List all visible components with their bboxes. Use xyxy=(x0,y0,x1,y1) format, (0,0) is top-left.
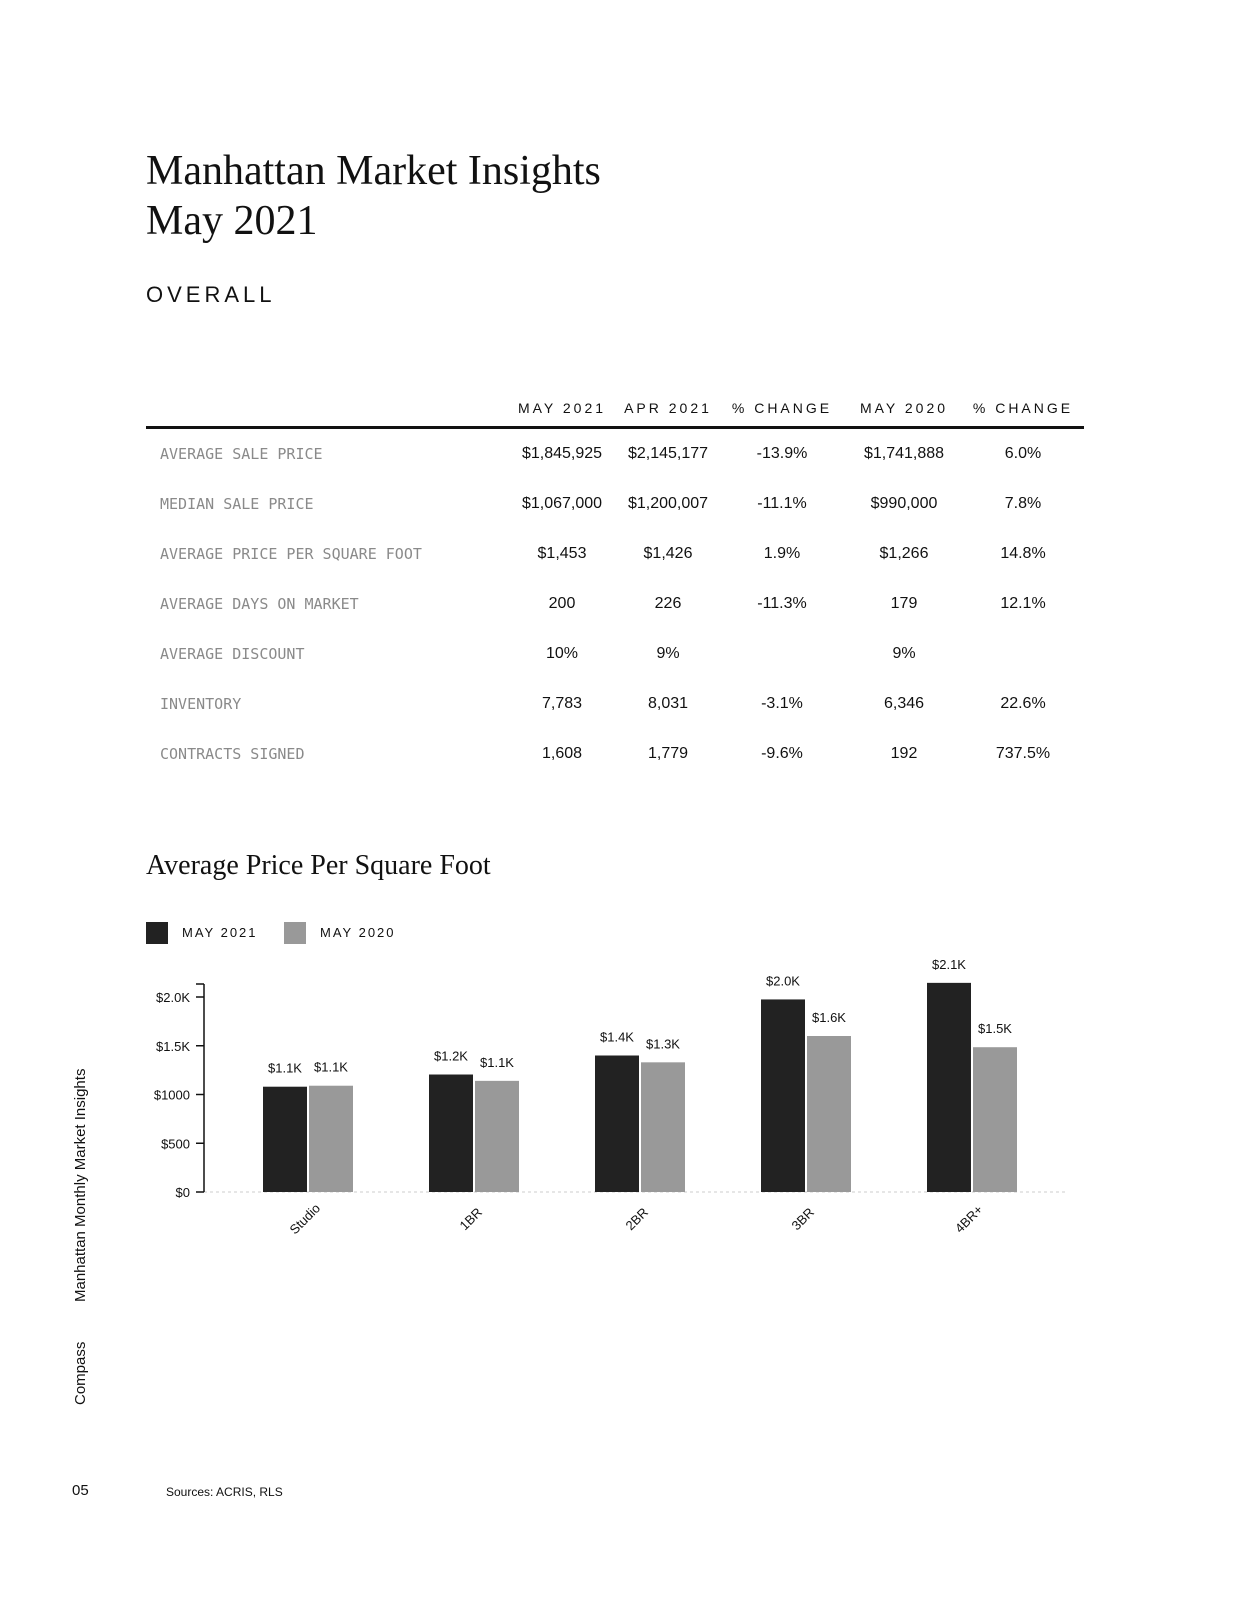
data-label: $1.2K xyxy=(434,1048,468,1064)
bar xyxy=(595,1056,639,1193)
change-monthly-cell: 1.9% xyxy=(763,545,801,562)
y-tick-label: $0 xyxy=(175,1185,190,1200)
side-publication-label: Manhattan Monthly Market Insights xyxy=(72,1068,89,1302)
change-yearly-cell: 737.5% xyxy=(995,745,1051,762)
x-tick-label: 1BR xyxy=(456,1204,486,1234)
may-2021-cell: 7,783 xyxy=(541,695,583,712)
y-tick-label: $1.5K xyxy=(156,1038,190,1054)
may-2021-cell: 1,608 xyxy=(541,745,583,762)
may-2020-cell: $1,266 xyxy=(879,545,929,562)
data-label: $1.1K xyxy=(314,1059,348,1075)
may-2021-cell: 10% xyxy=(545,645,579,662)
change-monthly-cell: -3.1% xyxy=(761,695,803,712)
data-label: $2.0K xyxy=(766,973,800,989)
apr-2021-cell: $1,200,007 xyxy=(627,495,709,512)
title-line-2: May 2021 xyxy=(146,198,318,244)
change-monthly-cell: -13.9% xyxy=(756,445,808,462)
header-may-2020: MAY 2020 xyxy=(846,390,962,428)
metric-cell: INVENTORY xyxy=(160,695,242,713)
data-label: $1.6K xyxy=(812,1010,846,1025)
apr-2021-cell: 1,779 xyxy=(647,745,689,762)
data-label: $1.4K xyxy=(600,1029,634,1045)
legend-label-may-2020: MAY 2020 xyxy=(320,925,396,940)
x-tick-label: Studio xyxy=(286,1200,324,1238)
y-tick-label: $2.0K xyxy=(156,990,190,1005)
change-yearly-cell: 7.8% xyxy=(1004,495,1042,512)
page-number: 05 xyxy=(72,1482,89,1499)
bar xyxy=(641,1062,685,1192)
bar xyxy=(761,999,805,1192)
bar xyxy=(309,1086,353,1192)
metric-cell: AVERAGE SALE PRICE xyxy=(160,445,323,463)
may-2020-cell: 192 xyxy=(890,745,918,762)
data-label: $1.5K xyxy=(978,1021,1012,1037)
may-2020-cell: $1,741,888 xyxy=(863,445,945,462)
header-change-yearly: % CHANGE xyxy=(962,390,1084,428)
y-tick-label: $1000 xyxy=(153,1087,190,1103)
may-2021-cell: $1,453 xyxy=(537,545,587,562)
may-2020-cell: 179 xyxy=(890,595,918,612)
header-may-2021: MAY 2021 xyxy=(506,390,618,428)
data-label: $1.3K xyxy=(646,1036,680,1052)
may-2021-cell: $1,845,925 xyxy=(521,445,603,462)
title-line-1: Manhattan Market Insights xyxy=(146,148,601,194)
bar xyxy=(927,983,971,1192)
metric-cell: AVERAGE DAYS ON MARKET xyxy=(160,595,359,613)
data-label: $2.1K xyxy=(932,956,966,972)
may-2020-cell: $990,000 xyxy=(870,495,938,512)
apr-2021-cell: 9% xyxy=(656,645,680,662)
bar xyxy=(429,1075,473,1192)
may-2021-cell: $1,067,000 xyxy=(521,495,603,512)
header-apr-2021: APR 2021 xyxy=(618,390,718,428)
change-yearly-cell: 12.1% xyxy=(1000,595,1046,612)
x-tick-label: 3BR xyxy=(788,1204,818,1234)
x-tick-label: 4BR+ xyxy=(951,1201,986,1236)
may-2020-cell: 9% xyxy=(892,645,916,662)
header-change-monthly: % CHANGE xyxy=(718,390,846,428)
metric-cell: AVERAGE PRICE PER SQUARE FOOT xyxy=(160,545,422,563)
metric-cell: MEDIAN SALE PRICE xyxy=(160,495,314,513)
bar xyxy=(263,1087,307,1192)
sources-note: Sources: ACRIS, RLS xyxy=(166,1485,283,1499)
data-label: $1.1K xyxy=(480,1054,514,1070)
legend-label-may-2021: MAY 2021 xyxy=(182,925,258,940)
chart-title: Average Price Per Square Foot xyxy=(146,850,491,881)
data-label: $1.1K xyxy=(268,1060,302,1076)
bar xyxy=(807,1036,851,1192)
x-tick-label: 2BR xyxy=(622,1204,652,1234)
section-label: OVERALL xyxy=(146,282,276,307)
bar xyxy=(475,1081,519,1192)
change-monthly-cell: -11.3% xyxy=(757,595,807,612)
change-monthly-cell: -11.1% xyxy=(757,495,807,512)
may-2020-cell: 6,346 xyxy=(883,695,925,712)
brand-name: Compass xyxy=(72,1341,89,1405)
may-2021-cell: 200 xyxy=(548,595,576,612)
bar xyxy=(973,1047,1017,1192)
metric-cell: CONTRACTS SIGNED xyxy=(160,745,305,763)
change-monthly-cell: -9.6% xyxy=(761,745,803,762)
apr-2021-cell: 8,031 xyxy=(647,695,689,712)
apr-2021-cell: $2,145,177 xyxy=(627,445,709,462)
change-yearly-cell: 22.6% xyxy=(1000,695,1046,712)
y-tick-label: $500 xyxy=(161,1136,190,1152)
metric-cell: AVERAGE DISCOUNT xyxy=(160,645,305,663)
apr-2021-cell: $1,426 xyxy=(643,545,693,562)
change-yearly-cell: 14.8% xyxy=(1000,545,1046,562)
apr-2021-cell: 226 xyxy=(654,595,682,612)
change-yearly-cell: 6.0% xyxy=(1004,445,1042,462)
